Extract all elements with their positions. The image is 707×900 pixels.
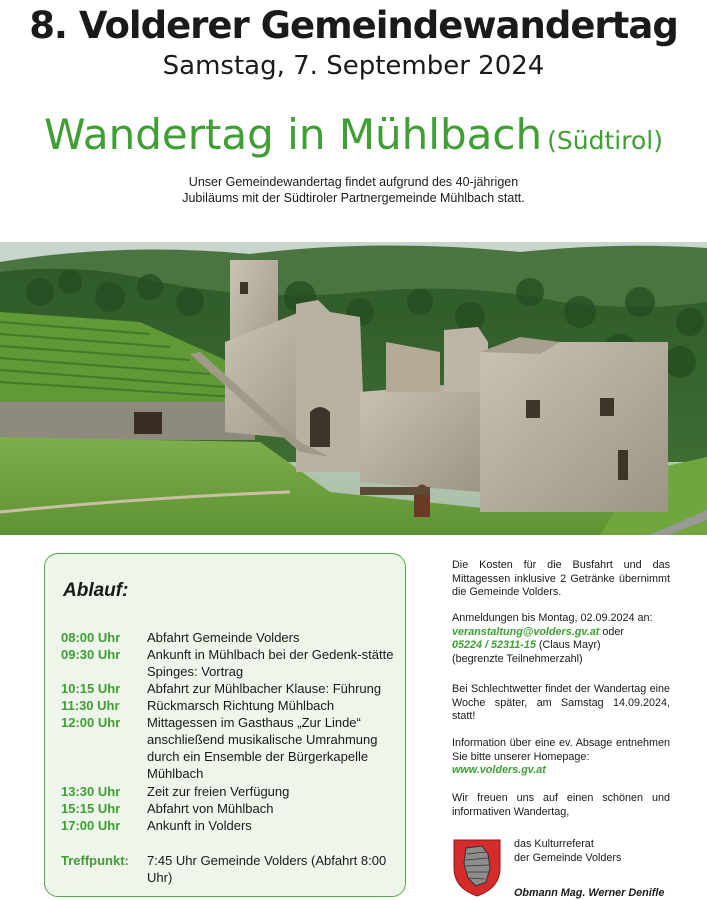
schedule-heading: Ablauf: [63, 580, 129, 601]
schedule-activity: Rückmarsch Richtung Mühlbach [147, 698, 335, 713]
castle-illustration [0, 242, 707, 535]
schedule-activity: Ankunft in Volders [147, 818, 252, 833]
schedule-box [44, 553, 406, 897]
schedule-time: 08:00 Uhr [61, 630, 121, 645]
schedule-activity: Abfahrt zur Mühlbacher Klause: Führung [147, 681, 382, 696]
schedule-activity: Abfahrt Gemeinde Volders [147, 630, 300, 645]
schedule-time: 12:00 Uhr [61, 715, 121, 730]
signature-line-1: das Kulturreferat [514, 838, 594, 850]
participant-limit: (begrenzte Teilnehmerzahl) [452, 652, 583, 665]
headline-region: (Südtirol) [547, 126, 663, 155]
schedule-time: 17:00 Uhr [61, 818, 121, 833]
intro-line-1: Unser Gemeindewandertag findet aufgrund des 40-jährigen [188, 175, 519, 189]
schedule-time: 10:15 Uhr [61, 681, 121, 696]
headline [0, 110, 707, 159]
info-text: Information über eine ev. Absage entnehmen Sie bitte unserer Homepage: [452, 737, 670, 763]
headline-main: Wandertag in Mühlbach [44, 110, 543, 159]
schedule-time: 15:15 Uhr [61, 801, 121, 816]
info-block [452, 737, 670, 778]
schedule-activity: Abfahrt von Mühlbach [147, 801, 274, 816]
phone-number[interactable]: 05224 / 52311-15 [452, 639, 536, 652]
intro-line-2: Jubiläums mit der Südtiroler Partnergemeinde Mühlbach statt. [182, 191, 525, 205]
poster-title: 8. Volderer Gemeindewandertag [29, 4, 678, 47]
schedule-activity: Ankunft in Mühlbach bei der Gedenk-stätte Spinges: Vortrag [147, 647, 394, 679]
or-text: oder [602, 625, 624, 638]
intro-text [150, 174, 557, 206]
registration-block [452, 612, 670, 666]
closing-text: Wir freuen uns auf einen schönen und informativen Wandertag, [452, 792, 670, 818]
meeting-point-label: Treffpunkt: [61, 853, 129, 868]
meeting-point-value: 7:45 Uhr Gemeinde Volders (Abfahrt 8:00 Uhr) [147, 853, 387, 885]
email-link[interactable]: veranstaltung@volders.gv.at [452, 625, 600, 638]
costs-text: Die Kosten für die Busfahrt und das Mittagessen inklusive 2 Getränke übernimmt die Gemeinde Volders. [452, 559, 670, 599]
signature-name: Obmann Mag. Werner Denifle [514, 887, 665, 899]
schedule-activity: Zeit zur freien Verfügung [147, 784, 290, 799]
signature-line-2: der Gemeinde Volders [514, 852, 622, 864]
schedule-time: 09:30 Uhr [61, 647, 121, 662]
volders-crest-icon [452, 838, 502, 898]
castle-photo [0, 242, 707, 535]
schedule-activity: Mittagessen im Gasthaus „Zur Linde“ anschließend musikalische Umrahmung durch ein Ensemble der Bürgerkapelle Mühlbach [147, 715, 378, 781]
event-date: Samstag, 7. September 2024 [162, 51, 545, 81]
weather-text: Bei Schlechtwetter findet der Wandertag eine Woche später, am Samstag 14.09.2024, statt! [452, 683, 670, 723]
contact-name: (Claus Mayr) [538, 639, 601, 652]
homepage-link[interactable]: www.volders.gv.at [452, 764, 546, 777]
schedule-time: 13:30 Uhr [61, 784, 121, 799]
registration-deadline: Anmeldungen bis Montag, 02.09.2024 an: [452, 612, 653, 624]
schedule-time: 11:30 Uhr [61, 698, 120, 713]
